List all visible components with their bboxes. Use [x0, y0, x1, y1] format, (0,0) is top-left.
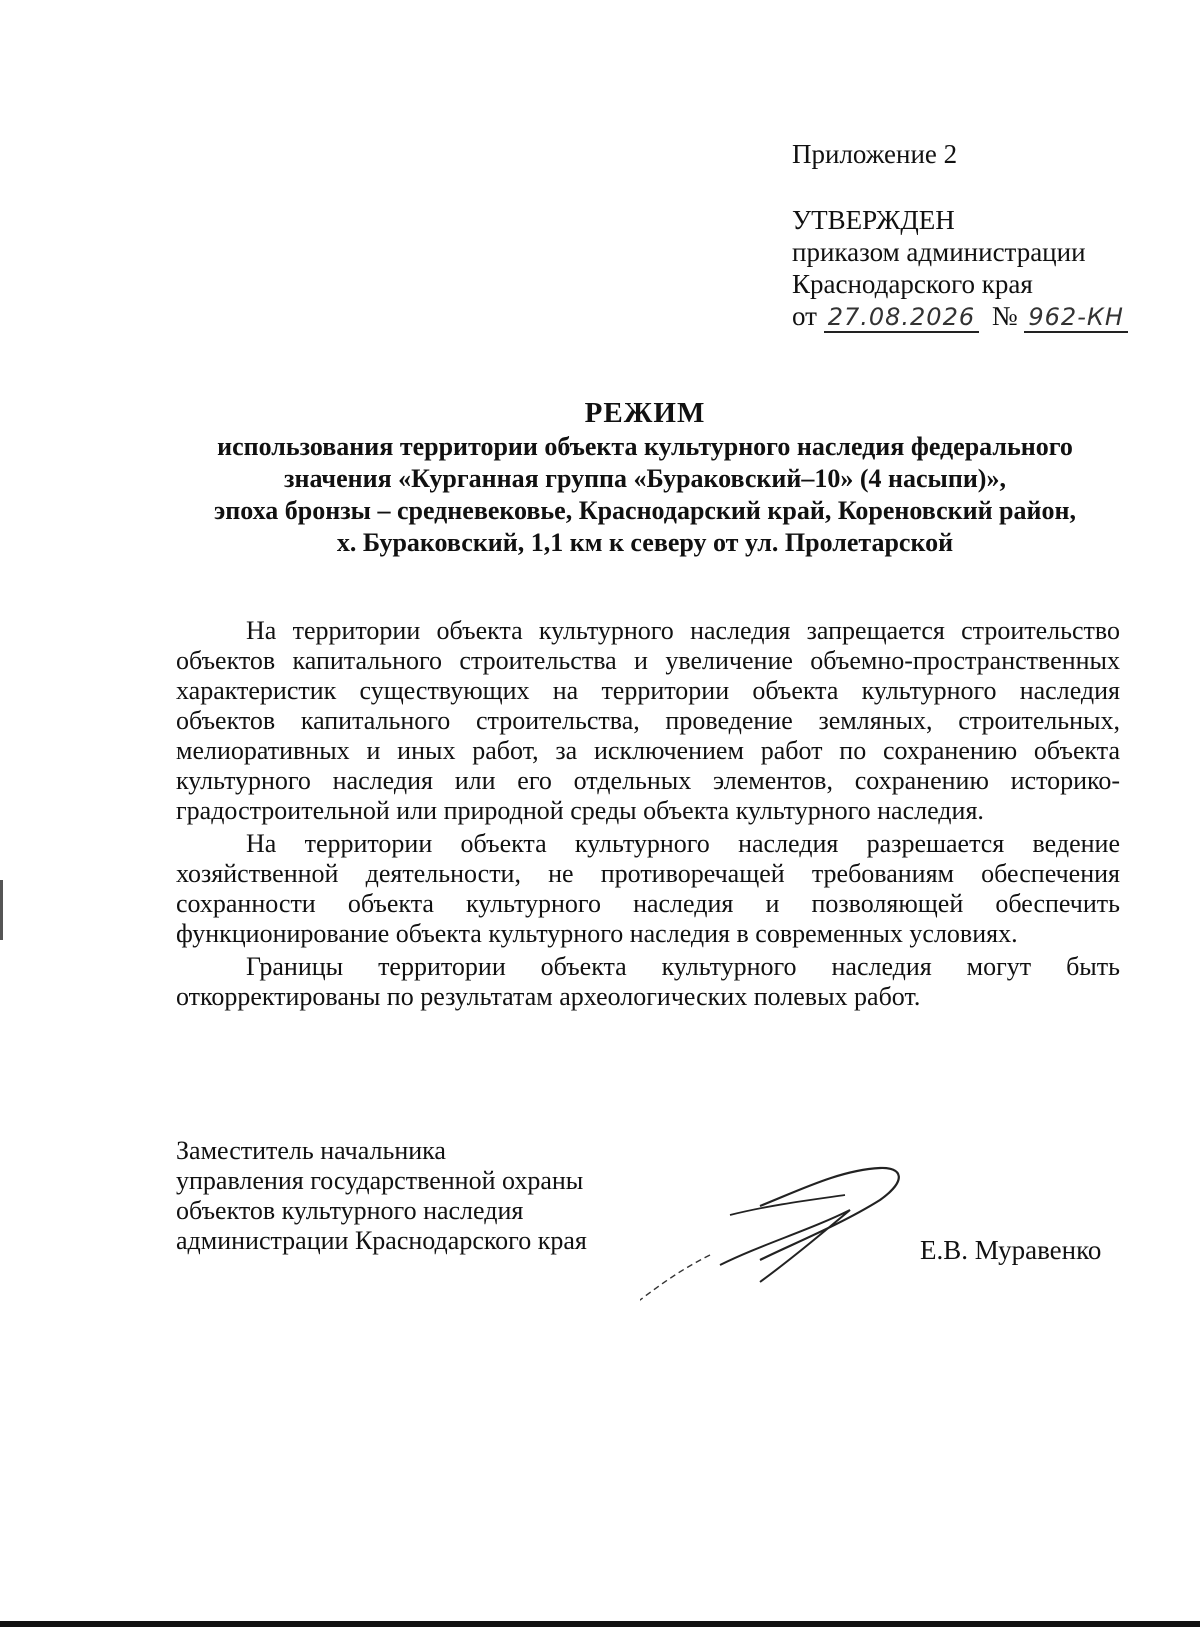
position-line: Заместитель начальника — [176, 1136, 446, 1165]
approval-block — [792, 138, 1128, 333]
title-line: использования территории объекта культурного наследия федерального — [217, 432, 1073, 461]
document-title: РЕЖИМ — [584, 397, 706, 429]
number-label: № — [991, 301, 1018, 331]
signatory-name: Е.В. Муравенко — [920, 1235, 1102, 1265]
position-line: администрации Краснодарского края — [176, 1226, 587, 1255]
position-line: управления государственной охраны — [176, 1166, 584, 1195]
paragraph-prohibitions: На территории объекта культурного наследия запрещается строительство объектов капитального строительства и увеличение объемно-пространственных характеристик существующих на территории объекта культурного наследия объектов капитального строительства, проведение земляных, строительных, мелиоративных и иных работ, за исключением работ по сохранению объекта культурного наследия или его отдельных элементов, сохранению историко-градостроительной или природной среды объекта культурного наследия. — [176, 616, 1120, 825]
order-line-2: Краснодарского края — [792, 269, 1033, 299]
title-line: эпоха бронзы – средневековье, Краснодарский край, Кореновский район, — [214, 496, 1076, 525]
signatory-position — [176, 1136, 587, 1256]
document-body — [176, 616, 1120, 1015]
order-date-number — [792, 300, 1128, 333]
handwritten-number: 962-КН — [1024, 303, 1128, 333]
title-line: значения «Курганная группа «Бураковский–10» (4 насыпи)», — [284, 464, 1006, 493]
paragraph-permissions: На территории объекта культурного наследия разрешается ведение хозяйственной деятельности, не противоречащей требованиям обеспечения сохранности объекта культурного наследия и позволяющей обеспечить функционирование объекта культурного наследия в современных условиях. — [176, 829, 1120, 948]
paragraph-boundaries: Границы территории объекта культурного наследия могут быть откорректированы по результатам археологических полевых работ. — [176, 952, 1120, 1011]
document-title-block — [140, 395, 1150, 559]
from-label: от — [792, 301, 817, 331]
title-line: х. Бураковский, 1,1 км к северу от ул. Пролетарской — [336, 528, 954, 557]
position-line: объектов культурного наследия — [176, 1196, 524, 1225]
handwritten-date: 27.08.2026 — [824, 303, 979, 333]
appendix-label: Приложение 2 — [792, 139, 958, 169]
scan-bottom-edge — [0, 1621, 1200, 1627]
scan-margin-mark — [0, 880, 3, 940]
order-line-1: приказом администрации — [792, 237, 1086, 267]
approved-label: УТВЕРЖДЕН — [792, 205, 955, 235]
handwritten-signature — [640, 1150, 940, 1310]
